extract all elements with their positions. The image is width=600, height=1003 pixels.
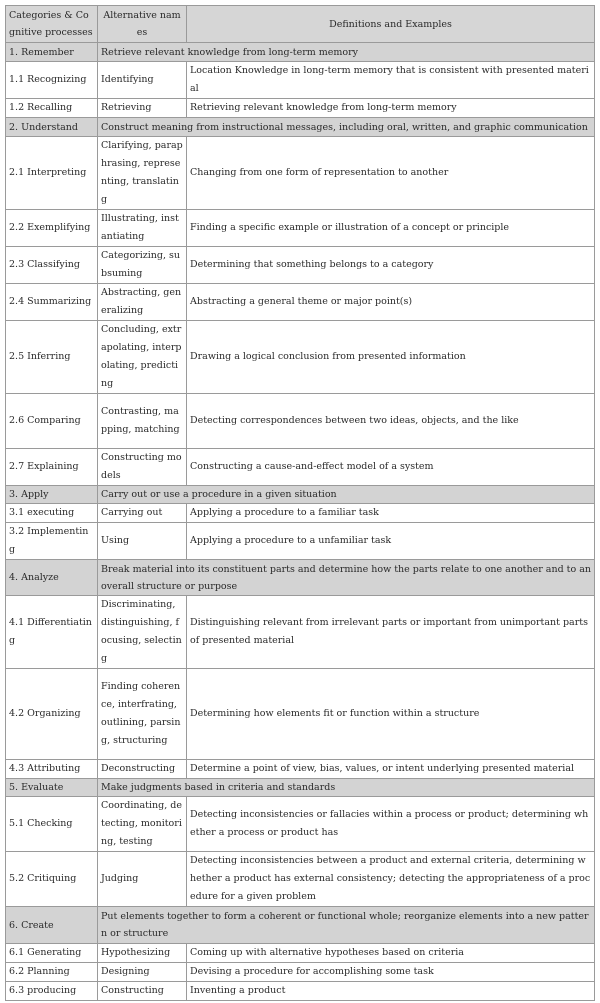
- category-name: 3. Apply: [6, 486, 98, 504]
- definition: Detecting inconsistencies or fallacies within a process or product; determining whether a process or product has: [187, 797, 595, 852]
- process-row: [6, 760, 595, 779]
- definition: Distinguishing relevant from irrelevant parts or important from unimportant parts of presented material: [187, 596, 595, 669]
- category-definition: Put elements together to form a coherent or functional whole; reorganize elements into a new pattern or structure: [98, 907, 595, 944]
- category-row: [6, 779, 595, 797]
- process-row: [6, 137, 595, 210]
- process-name: 2.6 Comparing: [6, 394, 98, 449]
- definition: Coming up with alternative hypotheses based on criteria: [187, 944, 595, 963]
- definition: Changing from one form of representation to another: [187, 137, 595, 210]
- process-row: [6, 247, 595, 284]
- definition: Inventing a product: [187, 982, 595, 1001]
- alternative-names: Contrasting, mapping, matching: [98, 394, 187, 449]
- header-definitions: Definitions and Examples: [187, 6, 595, 43]
- table-body: [6, 43, 595, 1001]
- process-row: [6, 62, 595, 99]
- process-row: [6, 321, 595, 394]
- process-row: [6, 210, 595, 247]
- definition: Determining how elements fit or function within a structure: [187, 669, 595, 760]
- definition: Constructing a cause-and-effect model of a system: [187, 449, 595, 486]
- process-name: 1.2 Recalling: [6, 99, 98, 118]
- process-name: 3.1 executing: [6, 504, 98, 523]
- process-row: [6, 284, 595, 321]
- process-row: [6, 852, 595, 907]
- process-name: 6.1 Generating: [6, 944, 98, 963]
- process-name: 2.3 Classifying: [6, 247, 98, 284]
- process-row: [6, 944, 595, 963]
- process-name: 4.1 Differentiating: [6, 596, 98, 669]
- category-row: [6, 43, 595, 62]
- definition: Finding a specific example or illustration of a concept or principle: [187, 210, 595, 247]
- category-row: [6, 907, 595, 944]
- category-name: 6. Create: [6, 907, 98, 944]
- alternative-names: Retrieving: [98, 99, 187, 118]
- process-name: 5.1 Checking: [6, 797, 98, 852]
- header-row: [6, 6, 595, 43]
- process-name: 2.5 Inferring: [6, 321, 98, 394]
- alternative-names: Clarifying, paraphrasing, representing, translating: [98, 137, 187, 210]
- process-row: [6, 963, 595, 982]
- alternative-names: Illustrating, instantiating: [98, 210, 187, 247]
- definition: Determining that something belongs to a category: [187, 247, 595, 284]
- alternative-names: Abstracting, generalizing: [98, 284, 187, 321]
- taxonomy-table: [5, 5, 595, 1001]
- alternative-names: Concluding, extrapolating, interpolating, predicting: [98, 321, 187, 394]
- alternative-names: Constructing models: [98, 449, 187, 486]
- process-name: 3.2 Implementing: [6, 523, 98, 560]
- process-name: 2.1 Interpreting: [6, 137, 98, 210]
- definition: Devising a procedure for accomplishing some task: [187, 963, 595, 982]
- definition: Retrieving relevant knowledge from long-term memory: [187, 99, 595, 118]
- process-name: 2.2 Exemplifying: [6, 210, 98, 247]
- process-row: [6, 596, 595, 669]
- alternative-names: Deconstructing: [98, 760, 187, 779]
- category-definition: Retrieve relevant knowledge from long-term memory: [98, 43, 595, 62]
- process-row: [6, 669, 595, 760]
- process-name: 2.7 Explaining: [6, 449, 98, 486]
- process-name: 4.2 Organizing: [6, 669, 98, 760]
- process-name: 4.3 Attributing: [6, 760, 98, 779]
- category-name: 4. Analyze: [6, 560, 98, 596]
- alternative-names: Finding coherence, interfrating, outlining, parsing, structuring: [98, 669, 187, 760]
- process-name: 6.3 producing: [6, 982, 98, 1001]
- definition: Applying a procedure to a unfamiliar task: [187, 523, 595, 560]
- process-name: 2.4 Summarizing: [6, 284, 98, 321]
- category-row: [6, 486, 595, 504]
- process-row: [6, 504, 595, 523]
- alternative-names: Judging: [98, 852, 187, 907]
- definition: Abstracting a general theme or major point(s): [187, 284, 595, 321]
- alternative-names: Carrying out: [98, 504, 187, 523]
- process-name: 6.2 Planning: [6, 963, 98, 982]
- header-alternative-names: Alternative names: [98, 6, 187, 43]
- category-definition: Construct meaning from instructional messages, including oral, written, and graphic communication: [98, 118, 595, 137]
- definition: Determine a point of view, bias, values, or intent underlying presented material: [187, 760, 595, 779]
- process-row: [6, 797, 595, 852]
- category-definition: Carry out or use a procedure in a given situation: [98, 486, 595, 504]
- alternative-names: Coordinating, detecting, monitoring, testing: [98, 797, 187, 852]
- category-name: 1. Remember: [6, 43, 98, 62]
- table-header: [6, 6, 595, 43]
- process-name: 5.2 Critiquing: [6, 852, 98, 907]
- process-name: 1.1 Recognizing: [6, 62, 98, 99]
- alternative-names: Categorizing, subsuming: [98, 247, 187, 284]
- category-row: [6, 118, 595, 137]
- alternative-names: Designing: [98, 963, 187, 982]
- header-categories: Categories & Cognitive processes: [6, 6, 98, 43]
- alternative-names: Discriminating, distinguishing, focusing, selecting: [98, 596, 187, 669]
- category-name: 5. Evaluate: [6, 779, 98, 797]
- alternative-names: Using: [98, 523, 187, 560]
- definition: Detecting inconsistencies between a product and external criteria, determining whether a product has external consistency; detecting the appropriateness of a procedure for a given problem: [187, 852, 595, 907]
- definition: Applying a procedure to a familiar task: [187, 504, 595, 523]
- category-definition: Make judgments based in criteria and standards: [98, 779, 595, 797]
- alternative-names: Constructing: [98, 982, 187, 1001]
- process-row: [6, 99, 595, 118]
- alternative-names: Identifying: [98, 62, 187, 99]
- process-row: [6, 982, 595, 1001]
- process-row: [6, 394, 595, 449]
- process-row: [6, 449, 595, 486]
- category-row: [6, 560, 595, 596]
- definition: Location Knowledge in long-term memory that is consistent with presented material: [187, 62, 595, 99]
- definition: Drawing a logical conclusion from presented information: [187, 321, 595, 394]
- alternative-names: Hypothesizing: [98, 944, 187, 963]
- definition: Detecting correspondences between two ideas, objects, and the like: [187, 394, 595, 449]
- process-row: [6, 523, 595, 560]
- category-definition: Break material into its constituent parts and determine how the parts relate to one another and to an overall structure or purpose: [98, 560, 595, 596]
- category-name: 2. Understand: [6, 118, 98, 137]
